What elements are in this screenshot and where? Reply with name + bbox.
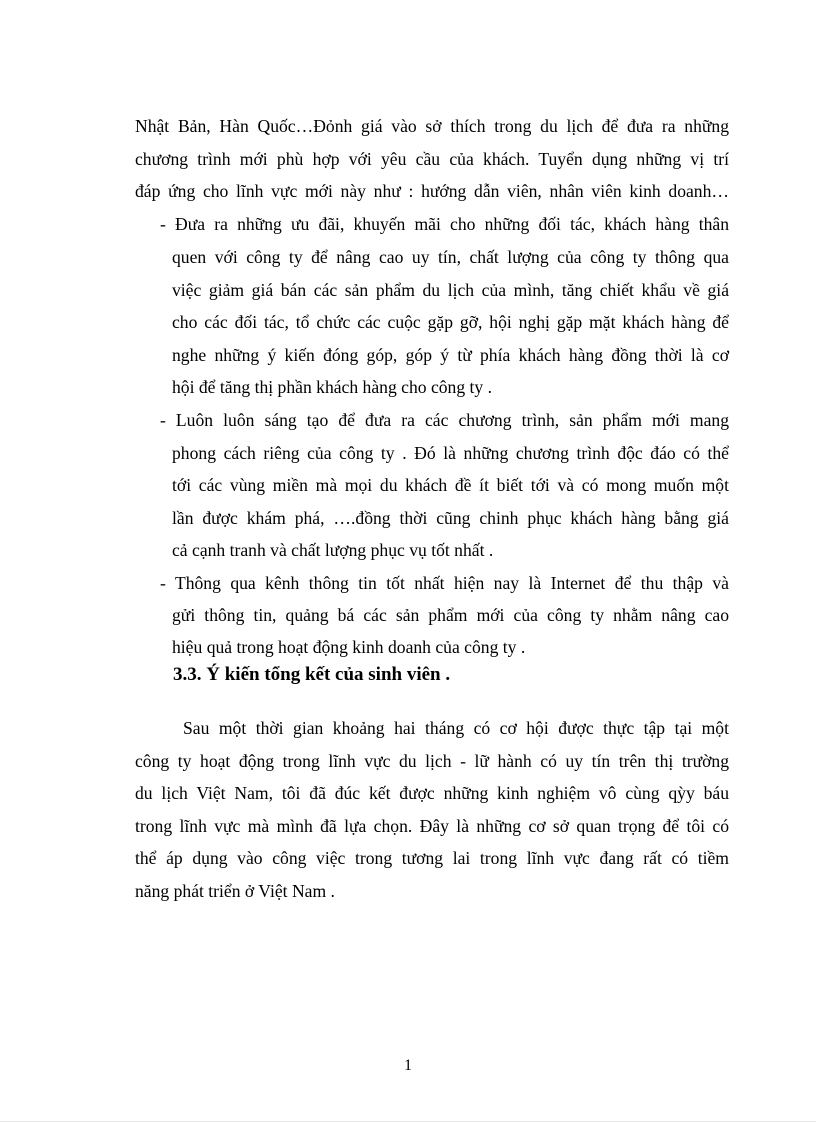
paragraph-line: chương trình mới phù hợp với yêu cầu của khách. Tuyển dụng những vị trí — [135, 149, 729, 169]
bullet-line: việc giảm giá bán các sản phẩm du lịch của mình, tăng chiết khẩu về giá — [172, 280, 729, 300]
paragraph-line: Sau một thời gian khoảng hai tháng có cơ hội được thực tập tại một — [183, 718, 729, 738]
paragraph-line: công ty hoạt động trong lĩnh vực du lịch - lữ hành có uy tín trên thị trường — [135, 751, 729, 771]
paragraph-line: Nhật Bản, Hàn Quốc…Đỏnh giá vào sở thích trong du lịch để đưa ra những — [135, 116, 729, 136]
bullet-line: tới các vùng miền mà mọi du khách đề ít biết tới và có mong muốn một — [172, 475, 729, 495]
paragraph-line: đáp ứng cho lĩnh vực mới này như : hướng dẫn viên, nhân viên kinh doanh… — [135, 181, 729, 201]
bullet-line: - Thông qua kênh thông tin tốt nhất hiện nay là Internet để thu thập và — [160, 573, 729, 593]
bullet-line: nghe những ý kiến đóng góp, góp ý từ phía khách hàng đồng thời là cơ — [172, 345, 729, 365]
bullet-line: hội để tăng thị phần khách hàng cho công ty . — [172, 377, 493, 397]
bullet-line: - Luôn luôn sáng tạo để đưa ra các chương trình, sản phẩm mới mang — [160, 410, 729, 430]
section-heading: 3.3. Ý kiến tổng kết của sinh viên . — [173, 664, 451, 685]
bullet-line: phong cách riêng của công ty . Đó là những chương trình độc đáo có thể — [172, 443, 729, 463]
bullet-line: cho các đối tác, tổ chức các cuộc gặp gỡ, hội nghị gặp mặt khách hàng để — [172, 312, 729, 332]
bullet-line: gửi thông tin, quảng bá các sản phẩm mới của công ty nhằm nâng cao — [172, 605, 729, 625]
page-bottom-edge — [0, 1121, 816, 1122]
bullet-line: - Đưa ra những ưu đãi, khuyến mãi cho những đối tác, khách hàng thân — [160, 214, 729, 234]
bullet-line: quen với công ty để nâng cao uy tín, chất lượng của công ty thông qua — [172, 247, 729, 267]
paragraph-line: năng phát triển ở Việt Nam . — [135, 881, 335, 901]
bullet-line: lần được khám phá, ….đồng thời cũng chinh phục khách hàng bằng giá — [172, 508, 729, 528]
page-number: 1 — [404, 1057, 412, 1074]
paragraph-line: du lịch Việt Nam, tôi đã đúc kết được những kinh nghiệm vô cùng qỳy báu — [135, 783, 729, 803]
paragraph-line: trong lĩnh vực mà mình đã lựa chọn. Đây là những cơ sở quan trọng để tôi có — [135, 816, 729, 836]
bullet-line: hiệu quả trong hoạt động kinh doanh của công ty . — [172, 637, 526, 657]
paragraph-line: thể áp dụng vào công việc trong tương lai trong lĩnh vực đang rất có tiềm — [135, 848, 729, 868]
bullet-line: cả cạnh tranh và chất lượng phục vụ tốt nhất . — [172, 540, 494, 560]
